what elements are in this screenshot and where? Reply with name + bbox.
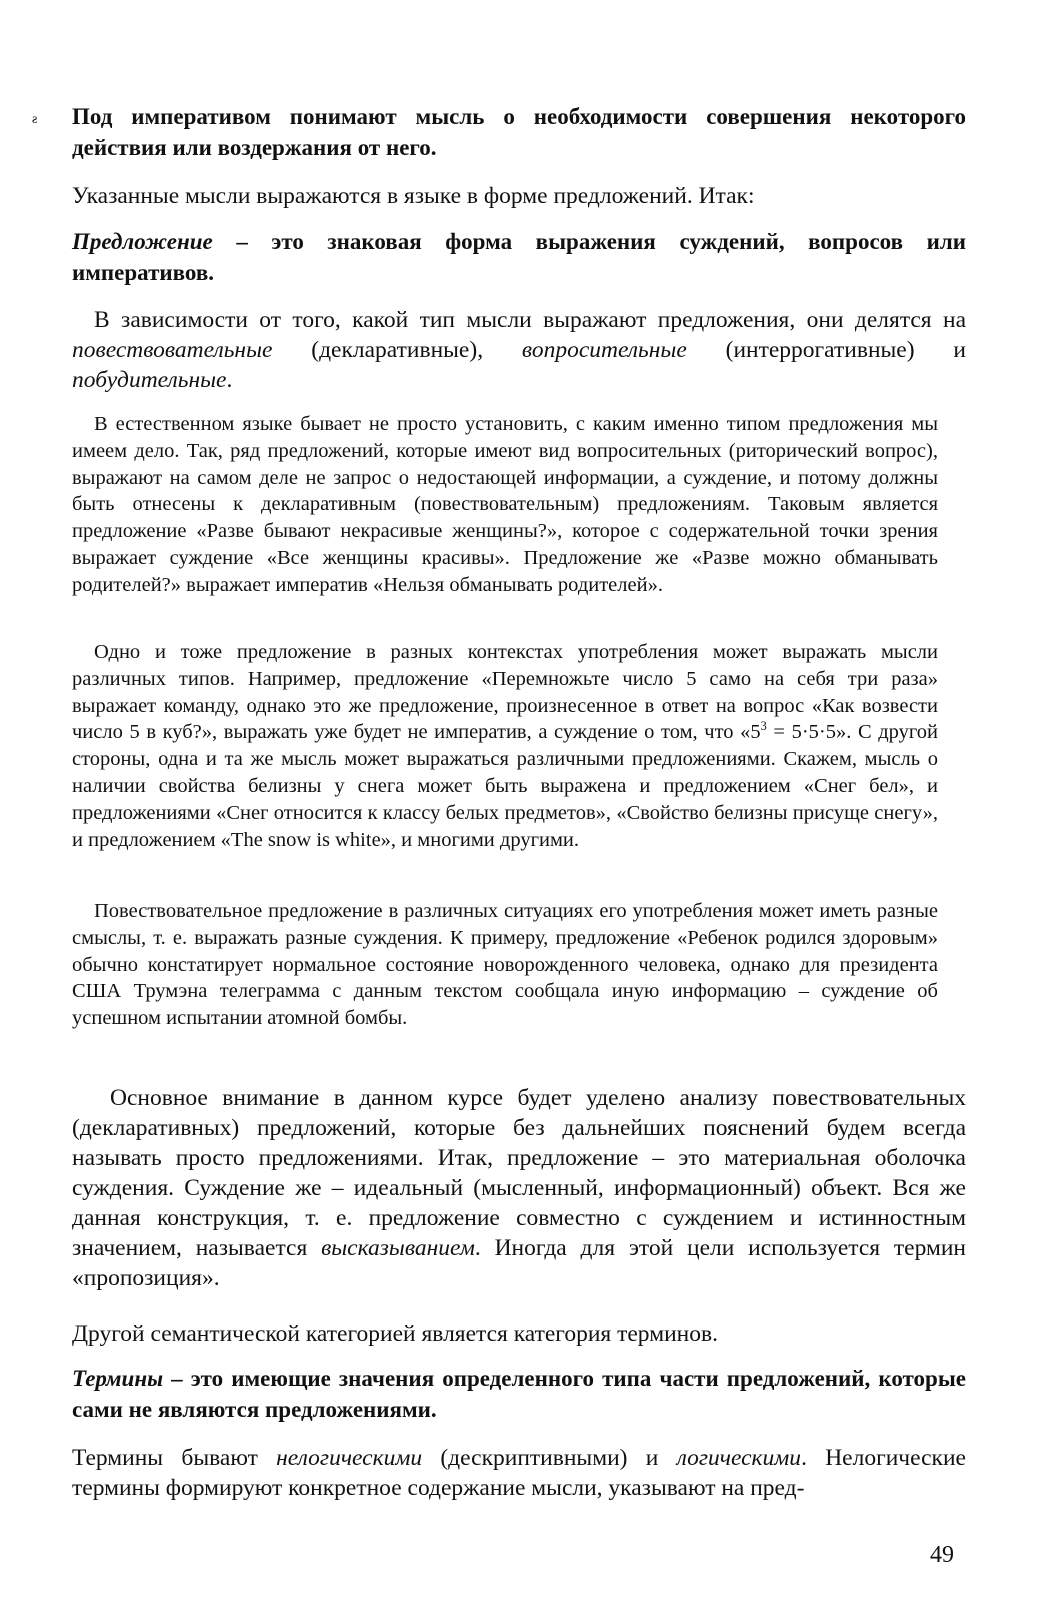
text-run: . Иногда для этой цели используется термин «пропозиция».: [72, 1235, 966, 1291]
paragraph-terms: [72, 1443, 966, 1503]
paragraph-sentence-types: [72, 305, 966, 395]
definition-text: – это имеющие значения определенного типа части предложений, которые сами не являются предложениями.: [72, 1366, 966, 1422]
superscript: 3: [760, 719, 767, 734]
page-number: 49: [930, 1542, 954, 1568]
text-run: Одно и тоже предложение в разных контекстах употребления может выражать мысли различных типов. Например, предложение «Перемножьте число 5 само на себя три раза» выражает команду, однако это же предложение, произнесенное в ответ на вопрос «Как возвести число 5 в куб?», выражать уже будет не императив, а суждение о том, что «5: [72, 641, 938, 744]
definition-term: Термины: [72, 1366, 164, 1391]
margin-mark: ƨ: [32, 112, 38, 127]
italic-term: вопросительные: [521, 337, 687, 363]
text-run: .: [226, 367, 233, 393]
text-run: (интеррогативные) и: [686, 337, 966, 363]
small-paragraph-rhetorical: В естественном языке бывает не просто установить, с каким именно типом предложения мы имеем дело. Так, ряд предложений, которые имеют вид вопросительных (риторический вопрос), выражают на самом деле не запрос о недостающей информации, а суждение, и потому должны быть отнесены к декларативным (повествовательным) предложениям. Таковым является предложение «Разве бывают некрасивые женщины?», которое с содержательной точки зрения выражает суждение «Все женщины красивы». Предложение же «Разве можно обманывать родителей?» выражает императив «Нельзя обманывать родителей».: [72, 413, 938, 596]
definition-term: Предложение: [72, 229, 213, 254]
text-run: В зависимости от того, какой тип мысли выражают предложения, они делятся на: [94, 307, 966, 333]
small-paragraph-declarative: Повествовательное предложение в различных ситуациях его употребления может иметь разные смыслы, т. е. выражать разные суждения. К примеру, предложение «Ребенок родился здоровым» обычно констатирует нормальное состояние новорожденного человека, однако для президента США Трумэна телеграмма с данным текстом сообщала иную информацию – суждение об успешном испытании атомной бомбы.: [72, 900, 938, 1030]
text-run: (декларативные),: [272, 337, 522, 363]
text-run: = 5·5·5». С другой стороны, одна и та же мысль может выражаться различными предложениями. Скажем, мысль о наличии свойства белизны у снега может быть выражена и предложением «Снег бел», и предложениями «Снег относится к классу белых предметов», «Свойство белизны присуще снегу», и предложением «The snow is white», и многими другими.: [72, 721, 939, 851]
paragraph-other-category: Другой семантической категорией является категория терминов.: [72, 1321, 718, 1347]
definition-sentence: [72, 226, 966, 288]
text-run: Термины бывают: [72, 1445, 277, 1471]
italic-term: высказыванием: [321, 1235, 475, 1261]
italic-term: логическими: [676, 1445, 802, 1471]
italic-term: повествовательные: [72, 337, 273, 363]
paragraph-expressed: Указанные мысли выражаются в языке в форме предложений. Итак:: [72, 183, 755, 209]
paragraph-main-attention: [72, 1083, 966, 1293]
italic-term: нелогическими: [276, 1445, 423, 1471]
italic-term: побудительные: [72, 367, 227, 393]
text-run: (дескриптивными) и: [422, 1445, 677, 1471]
definition-text: – это знаковая форма выражения суждений, вопросов или императивов.: [72, 229, 966, 285]
text-run: Основное внимание в данном курсе будет уделено анализу повествовательных (декларативных) предложений, которые без дальнейших пояснений будем всегда называть просто предложениями. Итак, предложение – это материальная оболочка суждения. Суждение же – идеальный (мысленный, информационный) объект. Вся же данная конструкция, т. е. предложение совместно с суждением и истинностным значением, называется: [72, 1085, 966, 1261]
small-paragraph-contexts: [72, 639, 938, 853]
text-run: . Нелогические термины формируют конкретное содержание мысли, указывают на пред-: [72, 1445, 966, 1501]
definition-terms: [72, 1363, 966, 1425]
definition-imperative: Под императивом понимают мысль о необходимости совершения некоторого действия или воздержания от него.: [72, 104, 966, 160]
